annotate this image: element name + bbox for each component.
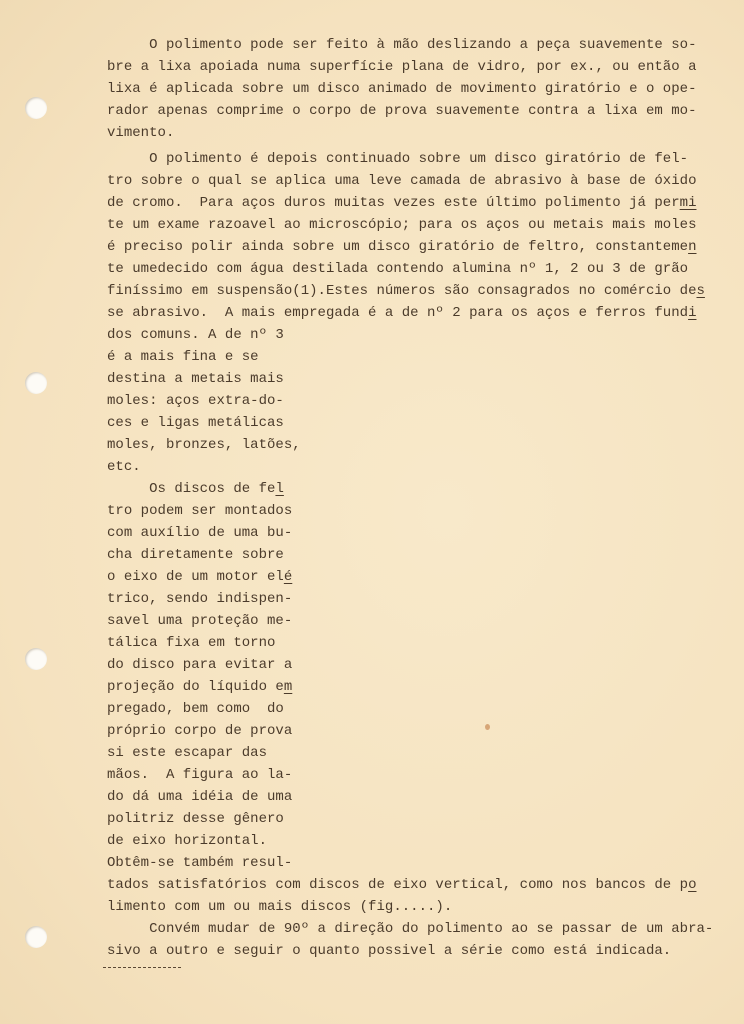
line-text: com auxílio de uma bu- (107, 525, 293, 541)
punch-hole (25, 926, 47, 948)
line-text: si este escapar das (107, 745, 268, 761)
text-line (107, 456, 713, 478)
line-text: moles, bronzes, latões, (107, 437, 301, 453)
line-text: Obtêm-se também resul- (107, 855, 293, 871)
punch-hole (25, 97, 47, 119)
text-line (107, 170, 713, 192)
line-text: politriz desse gênero (107, 811, 284, 827)
line-text: rador apenas comprime o corpo de prova suavemente contra a lixa em mo- (107, 103, 697, 119)
line-text: sivo a outro e seguir o quanto possivel a série como está indicada. (107, 943, 672, 959)
text-line (107, 896, 713, 918)
text-line (107, 940, 713, 962)
line-text: mãos. A figura ao la- (107, 767, 293, 783)
text-line (107, 830, 713, 852)
text-line (107, 78, 713, 100)
text-line (107, 500, 713, 522)
line-text: se abrasivo. A mais empregada é a de nº 2 para os aços e ferros fund (107, 305, 689, 321)
text-line (107, 588, 713, 610)
line-text: O polimento é depois continuado sobre um disco giratório de fel- (107, 151, 689, 167)
underlined-syllable: o (688, 877, 697, 893)
line-text: vimento. (107, 125, 175, 141)
text-line (107, 412, 713, 434)
line-text: do dá uma idéia de uma (107, 789, 293, 805)
text-line (107, 434, 713, 456)
punch-hole (25, 648, 47, 670)
text-line (107, 34, 713, 56)
text-line (107, 720, 713, 742)
text-line (107, 148, 713, 170)
text-line (107, 346, 713, 368)
line-text: Convém mudar de 90º a direção do polimento ao se passar de um abra- (107, 921, 714, 937)
line-text: moles: aços extra-do- (107, 393, 284, 409)
text-line (107, 100, 713, 122)
line-text: o eixo de um motor el (107, 569, 284, 585)
line-text: te um exame razoavel ao microscópio; para os aços ou metais mais moles (107, 217, 697, 233)
line-text: é preciso polir ainda sobre um disco giratório de feltro, constanteme (107, 239, 689, 255)
line-text: pregado, bem como do (107, 701, 284, 717)
line-text: do disco para evitar a (107, 657, 293, 673)
underlined-syllable: l (275, 481, 284, 497)
line-text: destina a metais mais (107, 371, 284, 387)
text-line (107, 742, 713, 764)
underlined-syllable: n (688, 239, 697, 255)
line-text: tro podem ser montados (107, 503, 293, 519)
text-line (107, 192, 713, 214)
underlined-syllable: é (283, 569, 293, 585)
typewritten-text (107, 34, 713, 962)
text-line (107, 324, 713, 346)
line-text: O polimento pode ser feito à mão deslizando a peça suavemente so- (107, 37, 697, 53)
line-text: de eixo horizontal. (107, 833, 268, 849)
line-text: limento com um ou mais discos (fig.....). (107, 899, 453, 915)
text-line (107, 566, 713, 588)
footnote-rule (103, 967, 181, 968)
line-text: tados satisfatórios com discos de eixo vertical, como nos bancos de p (107, 877, 689, 893)
line-text: etc. (107, 459, 141, 475)
text-line (107, 302, 713, 324)
line-text: é a mais fina e se (107, 349, 259, 365)
text-line (107, 390, 713, 412)
text-line (107, 852, 713, 874)
text-line (107, 122, 713, 144)
line-text: te umedecido com água destilada contendo alumina nº 1, 2 ou 3 de grão (107, 261, 689, 277)
line-text: de cromo. Para aços duros muitas vezes este último polimento já per (107, 195, 680, 211)
text-line (107, 214, 713, 236)
text-line (107, 258, 713, 280)
line-text: tro sobre o qual se aplica uma leve camada de abrasivo à base de óxido (107, 173, 697, 189)
text-line (107, 698, 713, 720)
text-line (107, 764, 713, 786)
text-line (107, 522, 713, 544)
line-text: bre a lixa apoiada numa superfície plana de vidro, por ex., ou então a (107, 59, 697, 75)
text-line (107, 236, 713, 258)
text-line (107, 544, 713, 566)
text-line (107, 632, 713, 654)
line-text: finíssimo em suspensão(1).Estes números são consagrados no comércio de (107, 283, 697, 299)
underlined-syllable: s (696, 283, 705, 299)
text-line (107, 654, 713, 676)
line-text: trico, sendo indispen- (107, 591, 293, 607)
text-line (107, 56, 713, 78)
underlined-syllable: mi (679, 195, 697, 211)
line-text: Os discos de fe (107, 481, 276, 497)
text-line (107, 676, 713, 698)
text-line (107, 874, 713, 896)
line-text: dos comuns. A de nº 3 (107, 327, 284, 343)
line-text: lixa é aplicada sobre um disco animado de movimento giratório e o ope- (107, 81, 697, 97)
text-line (107, 280, 713, 302)
text-line (107, 478, 713, 500)
text-line (107, 368, 713, 390)
text-line (107, 786, 713, 808)
line-text: tálica fixa em torno (107, 635, 276, 651)
text-line (107, 610, 713, 632)
line-text: próprio corpo de prova (107, 723, 293, 739)
punch-hole (25, 372, 47, 394)
text-line (107, 808, 713, 830)
underlined-syllable: i (688, 305, 697, 321)
text-line (107, 918, 713, 940)
underlined-syllable: m (283, 679, 293, 695)
line-text: ces e ligas metálicas (107, 415, 284, 431)
line-text: cha diretamente sobre (107, 547, 284, 563)
line-text: savel uma proteção me- (107, 613, 293, 629)
line-text: projeção do líquido e (107, 679, 284, 695)
